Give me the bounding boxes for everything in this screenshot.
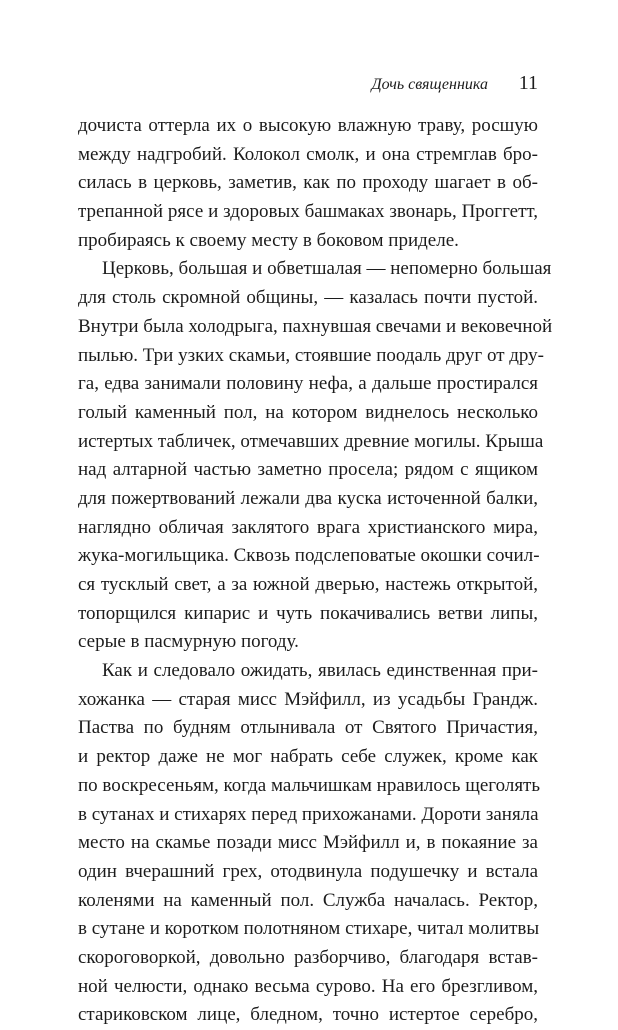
text-line: серые в пасмурную погоду. (78, 631, 299, 653)
text-line: хожанка — старая мисс Мэйфилл, из усадьбы Грандж. (78, 688, 538, 710)
text-line: Как и следовало ожидать, явилась единственная при- (102, 660, 538, 682)
text-line: Паства по будням отлынивала от Святого Причастия, (78, 717, 538, 739)
text-line: коленями на каменный пол. Служба началась. Ректор, (78, 889, 538, 911)
text-line: стариковском лице, бледном, точно истертое серебро, (78, 1004, 538, 1026)
text-line: для столь скромной общины, — казалась почти пустой. (78, 287, 538, 309)
text-line: дочиста оттерла их о высокую влажную траву, росшую (78, 115, 538, 136)
text-line: пылью. Три узких скамьи, стоявшие поодаль друг от дру- (78, 344, 545, 366)
text-line: в сутанах и стихарях перед прихожанами. Дороти заняла (78, 803, 539, 825)
text-line: трепанной рясе и здоровых башмаках звонарь, Проггетт, (78, 201, 538, 223)
text-line: силась в церковь, заметив, как по проходу шагает в об- (78, 172, 538, 194)
running-header (78, 72, 538, 102)
text-line: по воскресеньям, когда мальчишкам нравилось щеголять (78, 774, 541, 796)
text-line: голый каменный пол, на котором виднелось несколько (78, 401, 538, 423)
text-line: и ректор даже не мог набрать себе служек, кроме как (78, 746, 538, 768)
text-line: жука-могильщика. Сквозь подслеповатые окошки сочил- (78, 545, 540, 567)
text-line: топорщился кипарис и чуть покачивались ветви липы, (78, 602, 538, 624)
text-line: для пожертвований лежали два куска источенной балки, (78, 487, 538, 509)
text-line: место на скамье позади мисс Мэйфилл и, в покаяние за (78, 832, 538, 854)
text-line: в сутане и коротком полотняном стихаре, читал молитвы (78, 918, 540, 940)
text-line: ся тусклый свет, а за южной дверью, настежь открытой, (78, 574, 538, 595)
text-line: Внутри была холодрыга, пахнувшая свечами и вековечной (78, 315, 553, 337)
text-line: истертых табличек, отмечавших древние могилы. Крыша (78, 430, 544, 452)
text-line: над алтарной частью заметно просела; рядом с ящиком (78, 459, 538, 481)
text-line: Церковь, большая и обветшалая — непомерно большая (102, 258, 552, 280)
page-number: 11 (518, 72, 538, 94)
text-line: наглядно обличая заклятого врага христианского мира, (78, 516, 538, 538)
text-line: ной челюсти, однако весьма сурово. На его брезгливом, (78, 975, 538, 997)
body-text (78, 112, 553, 1030)
text-line: скороговоркой, довольно разборчиво, благодаря встав- (78, 946, 538, 968)
running-title: Дочь священника (371, 76, 488, 93)
text-line: между надгробий. Колокол смолк, и она стремглав бро- (78, 143, 538, 165)
text-line: га, едва занимали половину нефа, а дальше простирался (78, 373, 538, 395)
text-line: пробираясь к своему месту в боковом приделе. (78, 229, 459, 251)
text-line: один вчерашний грех, отодвинула подушечку и встала (78, 860, 538, 882)
